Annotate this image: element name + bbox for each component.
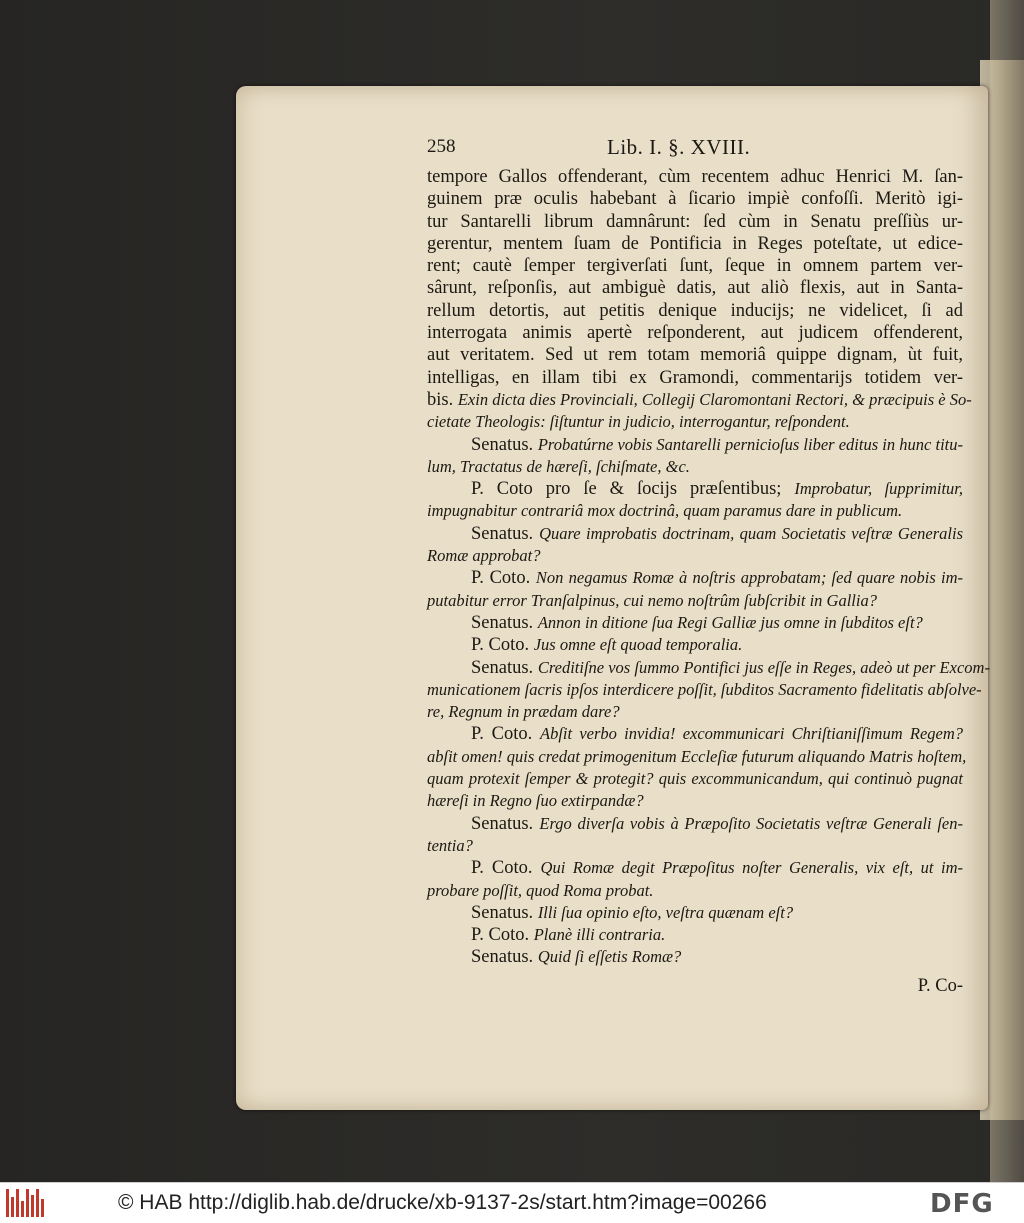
text-segment: P. Coto. bbox=[471, 724, 540, 745]
text-line bbox=[427, 701, 963, 723]
italic-text-segment: Ergo diverſa vobis à Præpoſito Societatis veſtræ Generali ſen- bbox=[539, 813, 963, 833]
text-segment: P. Coto. bbox=[471, 568, 536, 589]
text-line bbox=[427, 590, 963, 612]
text-line bbox=[427, 679, 982, 701]
italic-text-segment: Probatúrne vobis Santarelli pernicioſus liber editus in hunc titu- bbox=[537, 434, 963, 454]
text-line bbox=[427, 277, 963, 299]
text-line bbox=[427, 813, 963, 835]
text-line bbox=[427, 300, 963, 322]
page-header bbox=[427, 136, 963, 166]
italic-text-segment: Illi ſua opinio eſto, veſtra quænam eſt? bbox=[537, 902, 794, 922]
text-segment: P. Coto. bbox=[471, 858, 541, 879]
text-segment: Senatus. bbox=[471, 947, 538, 968]
text-line bbox=[427, 835, 963, 857]
text-line bbox=[427, 389, 972, 411]
text-segment: Senatus. bbox=[471, 434, 538, 455]
italic-text-segment: tentia? bbox=[427, 835, 473, 855]
text-line bbox=[427, 723, 963, 745]
italic-text-segment: impugnabitur contrariâ mox doctrinâ, quam paramus dare in publicum. bbox=[427, 501, 903, 521]
text-line bbox=[427, 768, 963, 790]
italic-text-segment: Exin dicta dies Provinciali, Collegij Claromontani Rectori, & præcipuis è So- bbox=[457, 389, 972, 409]
text-segment: intelligas, en illam tibi ex Gramondi, commentarijs totidem ver- bbox=[427, 367, 963, 388]
italic-text-segment: Abſit verbo invidia! excommunicari Chriſtianiſſimum Regem? bbox=[539, 724, 964, 744]
italic-text-segment: Improbatur, ſupprimitur, bbox=[794, 479, 963, 499]
body-text bbox=[427, 166, 990, 969]
text-segment: rent; cautè ſemper tergiverſati ſunt, ſeque in omnem partem ver- bbox=[427, 256, 963, 277]
text-line bbox=[427, 166, 963, 188]
page-number: 258 bbox=[427, 136, 456, 157]
text-segment: interrogata animis apertè reſponderent, aut judicem offenderent, bbox=[427, 323, 963, 344]
text-line bbox=[427, 612, 963, 634]
italic-text-segment: Romæ approbat? bbox=[427, 546, 541, 566]
text-segment: tur Santarelli librum damnârunt: ſed cùm in Senatu preſſiùs ur- bbox=[427, 211, 963, 232]
text-line bbox=[427, 367, 963, 389]
copyright-url[interactable]: © HAB http://diglib.hab.de/drucke/xb-9137-2s/start.htm?image=00266 bbox=[118, 1191, 767, 1214]
text-segment: Senatus. bbox=[471, 657, 538, 678]
text-segment: P. Coto. bbox=[471, 635, 534, 656]
italic-text-segment: municationem ſacris ipſos interdicere poſſit, ſubditos Sacramento fidelitatis abſolve- bbox=[427, 679, 982, 699]
text-line bbox=[427, 880, 963, 902]
italic-text-segment: Jus omne eſt quoad temporalia. bbox=[533, 635, 743, 655]
italic-text-segment: abſit omen! quis credat primogenitum Eccleſiæ futurum aliquando Matris hoſtem, bbox=[427, 746, 967, 766]
italic-text-segment: Creditiſne vos ſummo Pontifici jus eſſe in Reges, adeò ut per Excom- bbox=[537, 657, 990, 677]
italic-text-segment: cietate Theologis: ſiſtuntur in judicio, interrogantur, reſpondent. bbox=[427, 412, 850, 432]
italic-text-segment: Non negamus Romæ à noſtris approbatam; ſed quare nobis im- bbox=[535, 568, 964, 588]
text-segment: sârunt, reſponſis, aut ambiguè datis, aut aliò flexis, aut in Santa- bbox=[427, 278, 963, 299]
text-segment: Senatus. bbox=[471, 902, 538, 923]
italic-text-segment: quam protexit ſemper & protegit? quis excommunicandum, qui continuò pugnat bbox=[427, 769, 963, 789]
catchword: P. Co- bbox=[917, 975, 963, 996]
italic-text-segment: re, Regnum in prædam dare? bbox=[427, 702, 620, 722]
italic-text-segment: lum, Tractatus de hæreſi, ſchiſmate, &c. bbox=[427, 456, 690, 476]
text-line bbox=[427, 924, 963, 946]
dfg-logo: DFG bbox=[930, 1189, 994, 1219]
italic-text-segment: probare poſſit, quod Roma probat. bbox=[427, 880, 654, 900]
text-segment: Senatus. bbox=[471, 523, 540, 544]
text-line bbox=[427, 344, 963, 366]
text-line bbox=[427, 857, 963, 879]
italic-text-segment: Qui Romæ degit Præpoſitus noſter Generalis, vix eſt, ut im- bbox=[540, 858, 963, 878]
text-line bbox=[427, 188, 963, 210]
text-line bbox=[427, 634, 963, 656]
text-line bbox=[427, 411, 963, 433]
text-segment: tempore Gallos offenderant, cùm recentem adhuc Henrici M. ſan- bbox=[427, 167, 963, 187]
text-line bbox=[427, 567, 963, 589]
text-line bbox=[427, 902, 963, 924]
text-segment: Senatus. bbox=[471, 612, 538, 633]
text-line bbox=[427, 322, 963, 344]
text-line bbox=[427, 790, 963, 812]
text-line bbox=[427, 456, 963, 478]
italic-text-segment: Quid ſi eſſetis Romæ? bbox=[537, 947, 682, 967]
text-segment: gerentur, mentem ſuam de Pontificia in Reges poteſtate, ut edice- bbox=[427, 233, 963, 254]
text-segment: P. Coto. bbox=[471, 925, 534, 946]
running-head: Lib. I. §. XVIII. bbox=[607, 135, 751, 159]
text-line bbox=[427, 434, 963, 456]
text-segment: aut veritatem. Sed ut rem totam memoriâ quippe dignam, ùt fuit, bbox=[427, 345, 963, 366]
text-line bbox=[427, 500, 963, 522]
viewer-footer bbox=[0, 1182, 1024, 1223]
page-content bbox=[427, 135, 990, 997]
text-line bbox=[427, 746, 967, 768]
italic-text-segment: putabitur error Tranſalpinus, cui nemo noſtrûm ſubſcribit in Gallia? bbox=[427, 590, 877, 610]
text-line bbox=[427, 211, 963, 233]
italic-text-segment: Planè illi contraria. bbox=[533, 925, 666, 945]
italic-text-segment: hæreſi in Regno ſuo extirpandæ? bbox=[427, 791, 644, 811]
text-line bbox=[427, 657, 990, 679]
text-segment: guinem præ oculis habebant à ſicario impiè confoſſi. Meritò igi- bbox=[427, 189, 963, 210]
text-line bbox=[427, 523, 963, 545]
text-segment: Senatus. bbox=[471, 813, 540, 834]
text-segment: P. Coto pro ſe & ſocijs præſentibus; bbox=[471, 479, 795, 500]
hab-logo-icon bbox=[6, 1189, 48, 1217]
text-line bbox=[427, 946, 963, 968]
text-segment: rellum detortis, aut petitis denique inducijs; ne videlicet, ſi ad bbox=[427, 300, 963, 321]
italic-text-segment: Annon in ditione ſua Regi Galliæ jus omne in ſubditos eſt? bbox=[537, 612, 923, 632]
text-line bbox=[427, 545, 963, 567]
text-line bbox=[427, 233, 963, 255]
text-line bbox=[427, 255, 963, 277]
text-segment: bis. bbox=[427, 389, 458, 410]
italic-text-segment: Quare improbatis doctrinam, quam Societatis veſtræ Generalis bbox=[539, 523, 963, 543]
text-line bbox=[427, 478, 963, 500]
